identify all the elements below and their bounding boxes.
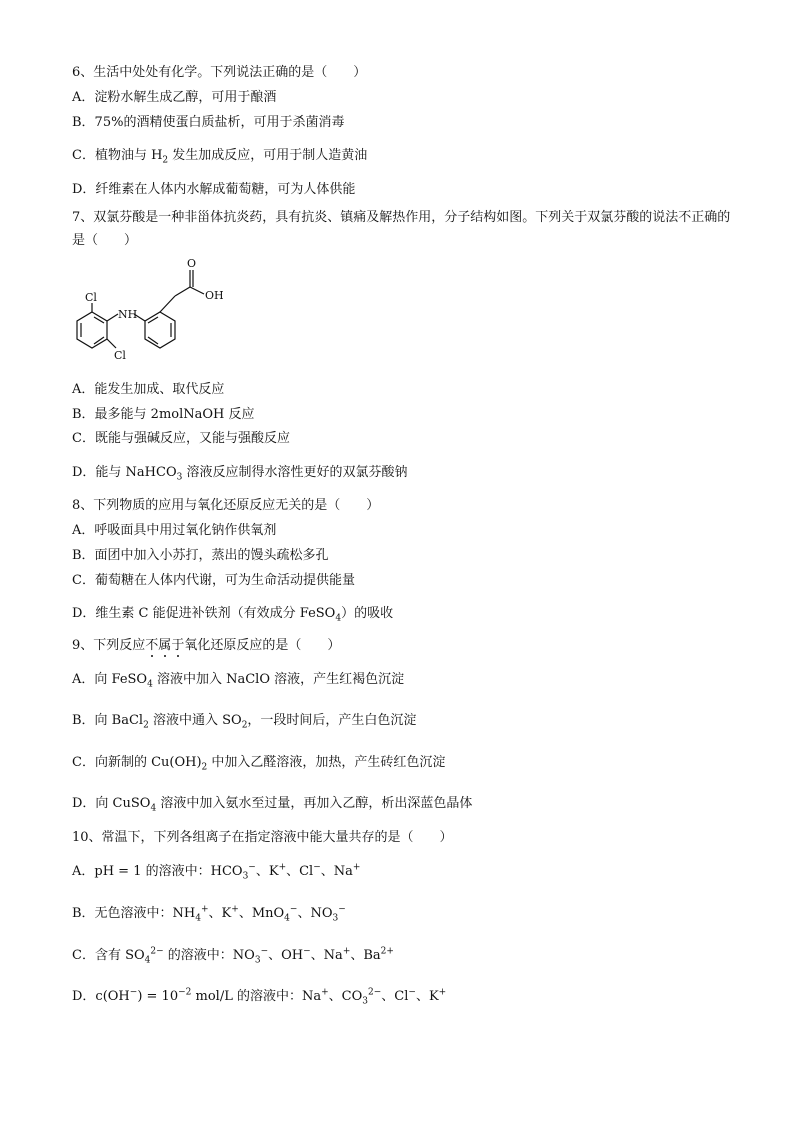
q9-option-d: D．向 CuSO$_4$ 溶液中加入氨水至过量，再加入乙醇，析出深蓝色晶体 bbox=[72, 796, 473, 814]
q6-option-d: D．纤维素在人体内水解成葡萄糖，可为人体供能 bbox=[72, 182, 356, 197]
q7-option-a: A．能发生加成、取代反应 bbox=[72, 382, 225, 397]
q10-option-b: B．无色溶液中：$NH_4^+$、K+、MnO$_4$−、$NO_3^-$ bbox=[72, 904, 346, 924]
q10-stem: 10、常温下，下列各组离子在指定溶液中能大量共存的是（ ） bbox=[72, 830, 453, 845]
q8-option-c: C．葡萄糖在人体内代谢，可为生命活动提供能量 bbox=[72, 573, 355, 588]
diclofenac-structure bbox=[72, 256, 242, 376]
q7-option-c: C．既能与强碱反应，又能与强酸反应 bbox=[72, 431, 290, 446]
q6-stem: 6、生活中处处有化学。下列说法正确的是（ ） bbox=[72, 65, 367, 80]
q9-stem: 9、下列反应不属于氧化还原反应的是（ ） bbox=[72, 638, 341, 653]
q9-option-b: B．向 BaCl$_2$ 溶液中通入 $SO_2$，一段时间后，产生白色沉淀 bbox=[72, 713, 417, 731]
q7-option-d: D．能与 NaHCO$_3$ 溶液反应制得水溶性更好的双氯芬酸钠 bbox=[72, 465, 408, 483]
q6-option-b: B．75%的酒精使蛋白质盐析，可用于杀菌消毒 bbox=[72, 115, 345, 130]
q6-option-c: C．植物油与 $H_2$ 发生加成反应，可用于制人造黄油 bbox=[72, 148, 368, 166]
q9-option-a: A．向 FeSO$_4$ 溶液中加入 NaClO 溶液，产生红褐色沉淀 bbox=[72, 672, 405, 690]
cl-bottom-label: Cl bbox=[114, 349, 126, 362]
q9-option-c: C．向新制的 $Cu(OH)_2$ 中加入乙醛溶液，加热，产生砖红色沉淀 bbox=[72, 755, 446, 773]
q10-option-d: D．$c(OH^-) = 10^{-2}$ mol/L 的溶液中：Na+、$CO_3^{2-}$、Cl−、K+ bbox=[72, 987, 447, 1007]
o-label: O bbox=[187, 257, 197, 270]
q7-stem: 7、双氯芬酸是一种非甾体抗炎药，具有抗炎、镇痛及解热作用，分子结构如图。下列关于双氯芬酸的说法不正确的是（ ） bbox=[72, 210, 731, 248]
q8-option-d: D．维生素 C 能促进补铁剂（有效成分 FeSO$_4$）的吸收 bbox=[72, 606, 394, 624]
nh-label: NH bbox=[118, 308, 138, 321]
q8-option-b: B．面团中加入小苏打，蒸出的馒头疏松多孔 bbox=[72, 548, 329, 563]
q10-option-a: A．pH = 1 的溶液中：$HCO_3^-$、K+、Cl−、Na+ bbox=[72, 862, 361, 882]
cl-top-label: Cl bbox=[85, 291, 97, 304]
q7-option-b: B．最多能与 2molNaOH 反应 bbox=[72, 407, 255, 422]
q8-option-a: A．呼吸面具中用过氧化钠作供氧剂 bbox=[72, 523, 277, 538]
q8-stem: 8、下列物质的应用与氧化还原反应无关的是（ ） bbox=[72, 498, 380, 513]
q10-option-c: C．含有 $SO_4^{2-}$ 的溶液中：$NO_3^-$、OH−、Na+、$Ba^{2+}$ bbox=[72, 946, 394, 966]
q6-option-a: A．淀粉水解生成乙醇，可用于酿酒 bbox=[72, 90, 277, 105]
oh-label: OH bbox=[205, 289, 224, 302]
